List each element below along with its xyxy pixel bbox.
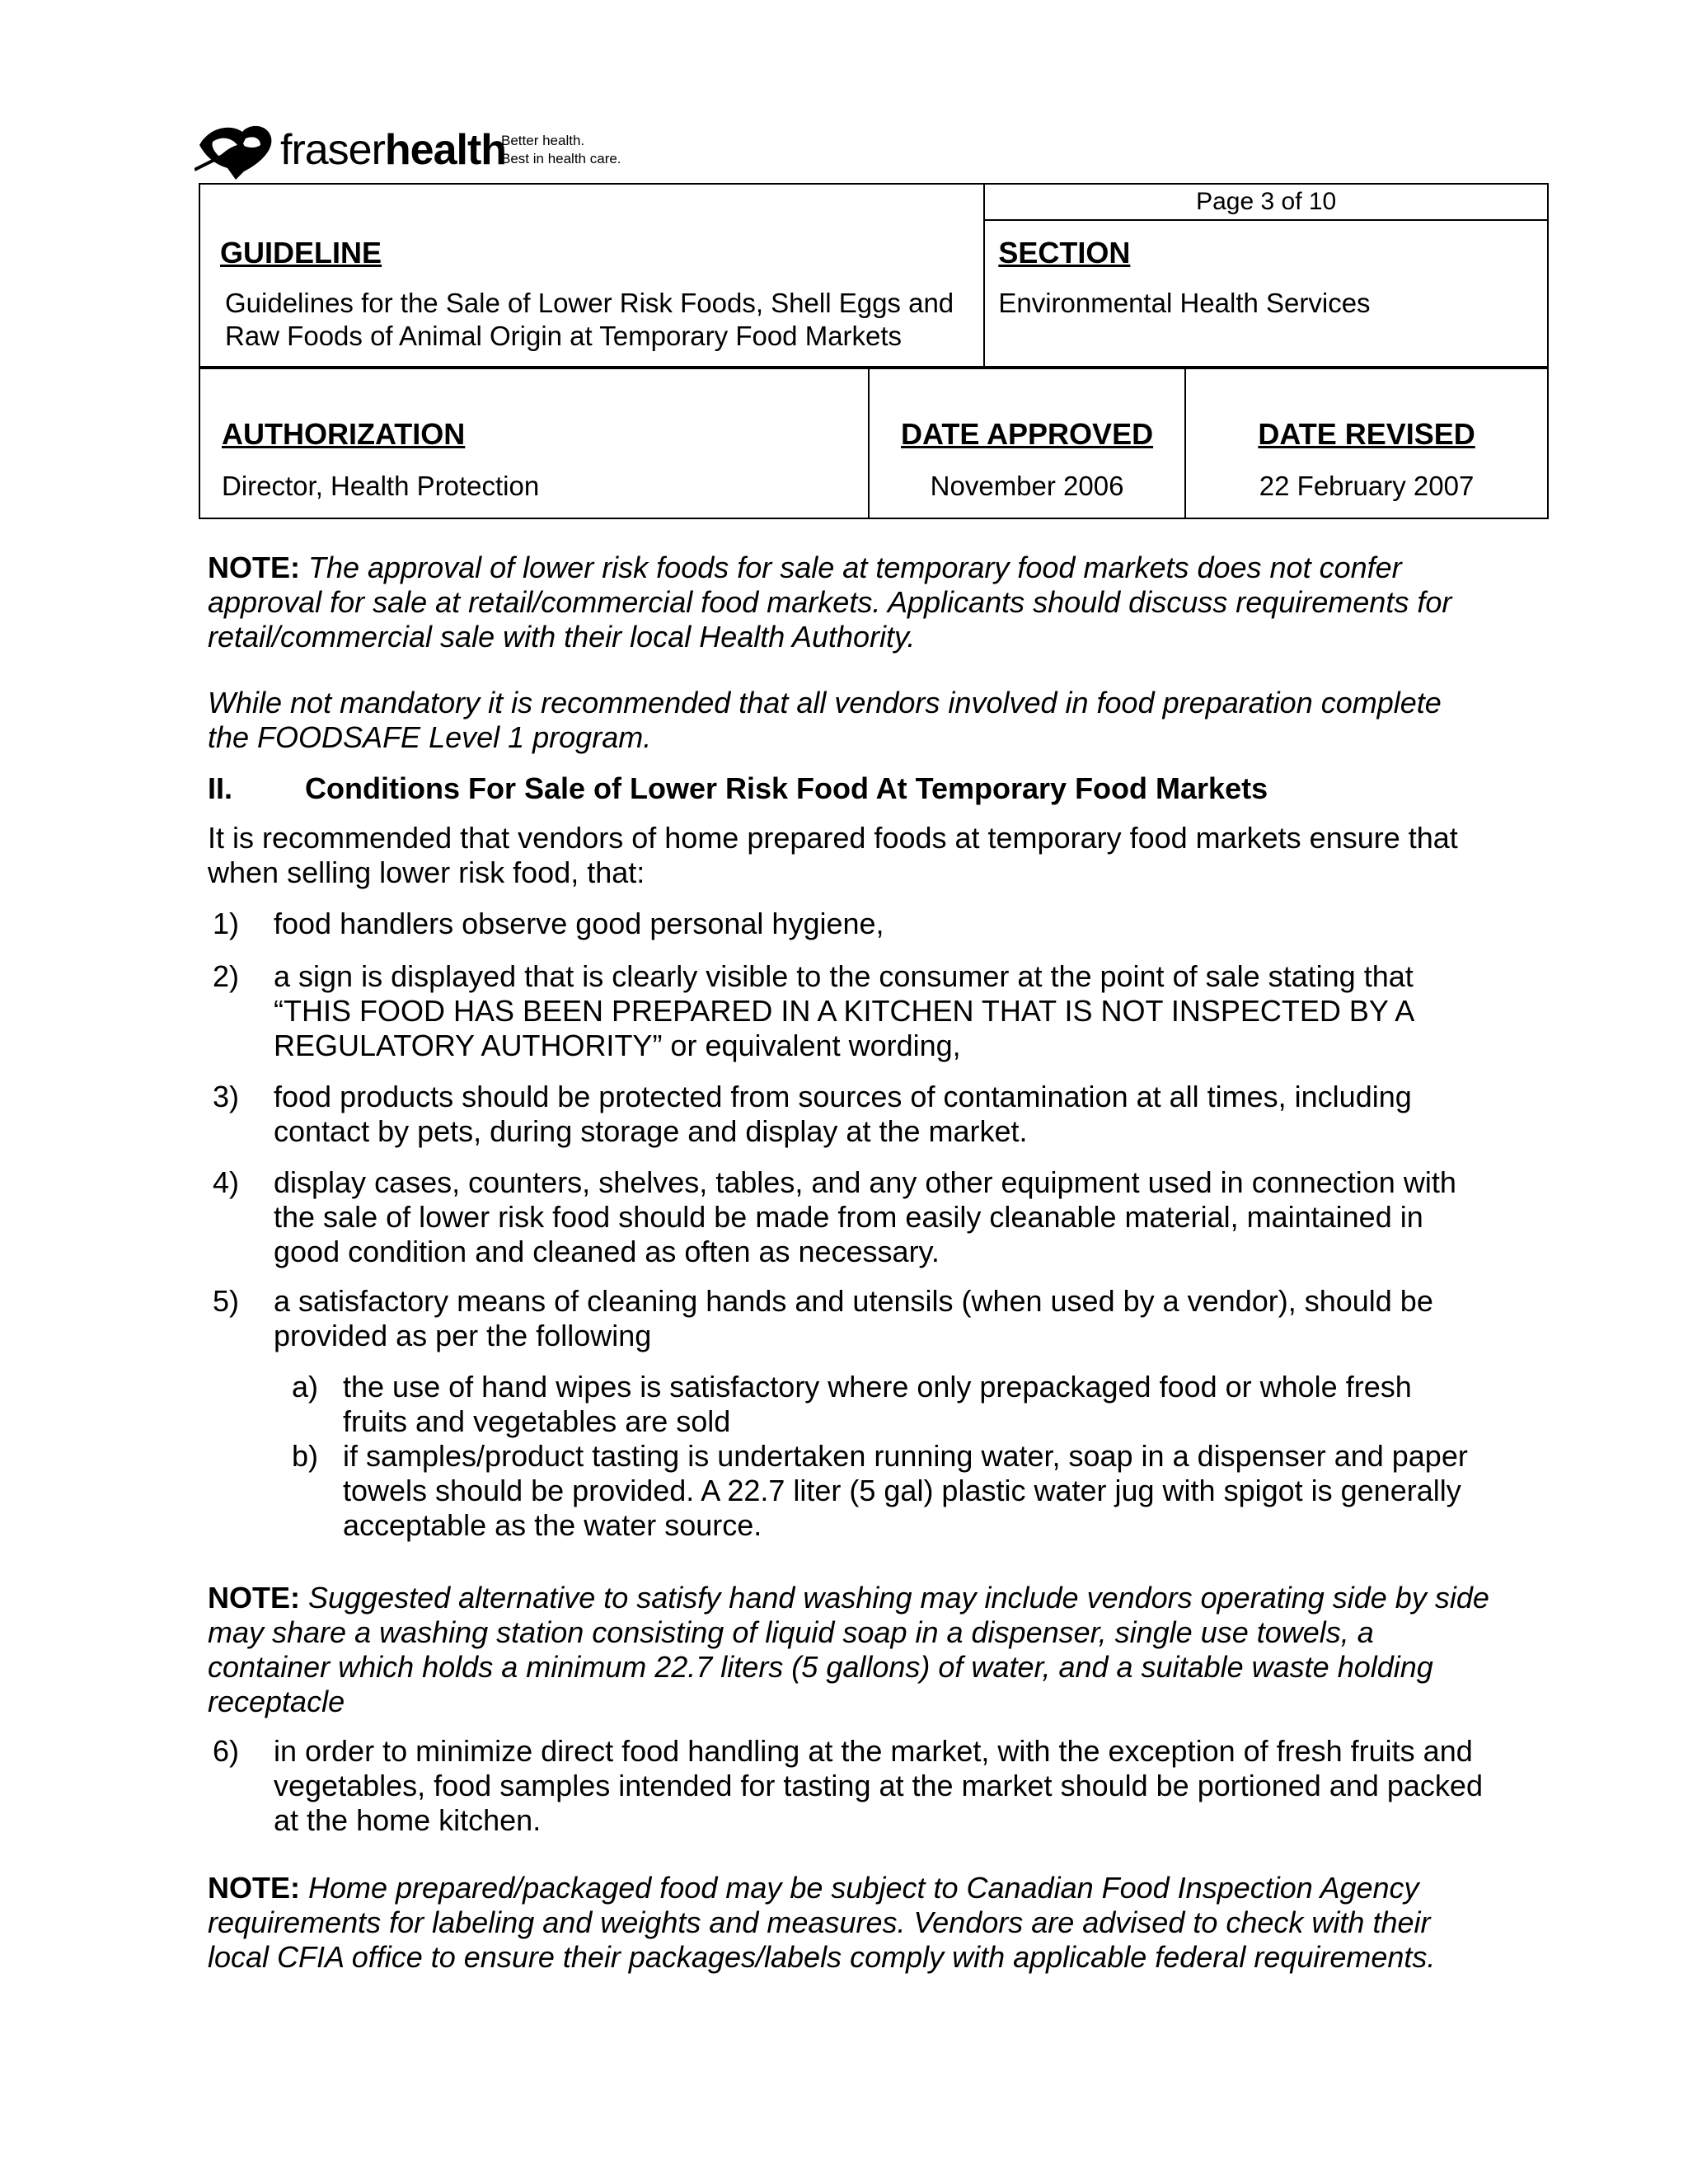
section-text: Environmental Health Services	[998, 288, 1371, 318]
guideline-header-table	[199, 183, 1549, 369]
note-2	[208, 1581, 1493, 1719]
intro-paragraph: It is recommended that vendors of home prepared foods at temporary food markets ensure that when selling lower risk food, that:	[208, 821, 1458, 889]
section-title: Conditions For Sale of Lower Risk Food At Temporary Food Markets	[305, 771, 1268, 805]
sub-list-item-text: the use of hand wipes is satisfactory where only prepackaged food or whole fresh fruits and vegetables are sold	[343, 1370, 1412, 1438]
date-approved-label: DATE APPROVED	[901, 417, 1154, 451]
authorization-text: Director, Health Protection	[222, 471, 540, 501]
tagline-line-1: Better health.	[501, 133, 585, 148]
logo-tagline	[501, 132, 621, 168]
date-approved-cell	[869, 367, 1185, 518]
authorization-label: AUTHORIZATION	[222, 417, 466, 451]
date-revised-cell	[1185, 367, 1548, 518]
fraser-health-emblem-icon	[195, 120, 277, 185]
note-2-label: NOTE:	[208, 1581, 300, 1615]
list-item-number: 5)	[213, 1284, 240, 1318]
note-3-text: Home prepared/packaged food may be subject to Canadian Food Inspection Agency requirements for labeling and weights and measures. Vendors are advised to check with their local CFIA office to ensure their packages/labels comply with applicable federal requirements.	[208, 1871, 1436, 1974]
page-number: Page 3 of 10	[985, 185, 1547, 221]
note-3-label: NOTE:	[208, 1871, 300, 1905]
section-label: SECTION	[998, 236, 1131, 269]
list-item-number: 3)	[213, 1080, 240, 1113]
date-revised-value: 22 February 2007	[1259, 471, 1475, 501]
guideline-cell	[199, 184, 984, 368]
date-approved-value: November 2006	[930, 471, 1124, 501]
guideline-title	[225, 287, 975, 353]
foodsafe-recommendation: While not mandatory it is recommended that all vendors involved in food preparation complete the FOODSAFE Level 1 program.	[208, 686, 1442, 754]
section-number: II.	[208, 771, 233, 805]
guideline-label: GUIDELINE	[220, 236, 382, 269]
note-1-text: The approval of lower risk foods for sale at temporary food markets does not confer approval for sale at retail/commercial food markets. Applicants should discuss requirements for retail/commercial sale with their local Health Authority.	[208, 551, 1452, 654]
tagline-line-2: Best in health care.	[501, 151, 621, 166]
section-cell	[984, 184, 1548, 368]
logo-word-bold: health	[384, 126, 507, 174]
fraser-health-logo	[195, 120, 656, 186]
authorization-cell	[199, 367, 869, 518]
list-item-text: food handlers observe good personal hygiene,	[274, 907, 884, 940]
guideline-title-line-2: Raw Foods of Animal Origin at Temporary Food Markets	[225, 321, 903, 351]
guideline-title-line-1: Guidelines for the Sale of Lower Risk Foods, Shell Eggs and	[225, 288, 954, 318]
list-item-number: 6)	[213, 1734, 240, 1768]
sub-list-item-text: if samples/product tasting is undertaken running water, soap in a dispenser and paper towels should be provided. A 22.7 liter (5 gal) plastic water jug with spigot is generally acceptable as the water source.	[343, 1439, 1468, 1542]
list-item-number: 2)	[213, 959, 240, 993]
list-item-text: in order to minimize direct food handling at the market, with the exception of fresh fruits and vegetables, food samples intended for tasting at the market should be portioned and packed at the home kitchen.	[274, 1734, 1483, 1837]
list-item-text: display cases, counters, shelves, tables, and any other equipment used in connection with the sale of lower risk food should be made from easily cleanable material, maintained in good condition and cleaned as often as necessary.	[274, 1165, 1456, 1268]
note-1	[208, 551, 1477, 654]
list-item-number: 4)	[213, 1165, 240, 1199]
note-1-label: NOTE:	[208, 551, 300, 584]
list-item-text: food products should be protected from sources of contamination at all times, including contact by pets, during storage and display at the market.	[274, 1080, 1412, 1148]
authorization-table	[199, 366, 1549, 519]
list-item-number: 1)	[213, 907, 240, 940]
note-2-text: Suggested alternative to satisfy hand washing may include vendors operating side by side may share a washing station consisting of liquid soap in a dispenser, single use towels, a container which holds a minimum 22.7 liters (5 gallons) of water, and a suitable waste holding receptacle	[208, 1581, 1489, 1718]
sub-list-item-letter: b)	[292, 1439, 319, 1473]
logo-word-light: fraser	[280, 126, 385, 174]
list-item-text: a sign is displayed that is clearly visible to the consumer at the point of sale stating that “THIS FOOD HAS BEEN PREPARED IN A KITCHEN THAT IS NOT INSPECTED BY A REGULATORY AUTHORITY” or equivalent wording,	[274, 959, 1414, 1062]
list-item-text: a satisfactory means of cleaning hands and utensils (when used by a vendor), should be provided as per the following	[274, 1284, 1433, 1352]
section-heading	[208, 771, 1477, 806]
date-revised-label: DATE REVISED	[1258, 417, 1475, 451]
logo-wordmark	[280, 125, 506, 175]
sub-list-item-letter: a)	[292, 1370, 319, 1404]
note-3	[208, 1871, 1493, 1975]
